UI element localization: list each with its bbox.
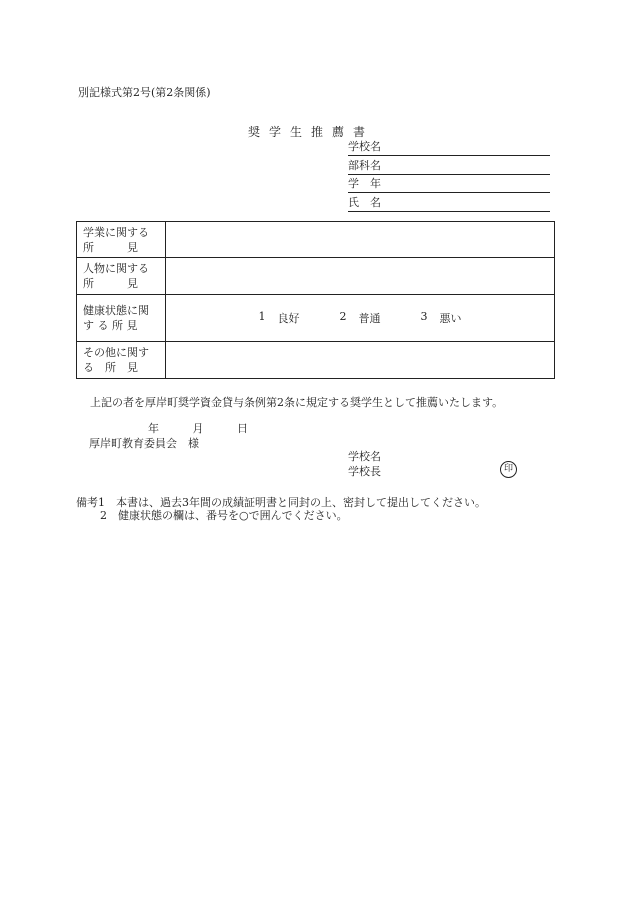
seal-mark-icon: 印 (500, 461, 517, 478)
row-label-health: 健康状態に関 す る 所 見 (77, 295, 166, 342)
school-name-field[interactable] (348, 139, 550, 156)
date-year: 年 (148, 422, 159, 435)
recommendation-statement: 上記の者を厚岸町奨学資金貸与条例第2条に規定する奨学生として推薦いたします。 (90, 396, 504, 409)
student-name-label: 氏 名 (348, 196, 381, 209)
department-label: 部科名 (348, 159, 381, 172)
form-label: 別記様式第2号(第2条関係) (78, 86, 211, 99)
health-option-poor[interactable]: 3 悪い (420, 310, 462, 325)
date-day: 日 (237, 422, 248, 435)
table-row-health (77, 295, 555, 342)
date-line (148, 420, 278, 436)
grade-field[interactable] (348, 176, 550, 193)
date-month: 月 (192, 422, 204, 435)
department-field[interactable] (348, 158, 550, 175)
page-title: 奨学生推薦書 (248, 125, 375, 139)
health-option-normal[interactable]: 2 普通 (339, 310, 381, 325)
note-2: 2 健康状態の欄は、番号を○で囲んでください。 (100, 509, 348, 522)
recipient: 厚岸町教育委員会 様 (89, 437, 199, 450)
table-row-other (77, 342, 555, 379)
table-row-character (77, 258, 555, 295)
signature-principal: 学校長 (348, 465, 381, 478)
health-option-good[interactable]: 1 良好 (258, 310, 300, 325)
health-options-cell (166, 295, 555, 342)
other-comment-cell[interactable] (166, 342, 555, 379)
signature-school-name: 学校名 (348, 450, 381, 463)
note-1: 備考1 本書は、過去3年間の成績証明書と同封の上、密封して提出してください。 (76, 496, 486, 509)
row-label-academic: 学業に関する 所 見 (77, 222, 166, 258)
grade-label: 学 年 (348, 177, 381, 190)
academic-comment-cell[interactable] (166, 222, 555, 258)
assessment-table (76, 221, 555, 379)
student-name-field[interactable] (348, 195, 550, 212)
row-label-character: 人物に関する 所 見 (77, 258, 166, 295)
school-name-label: 学校名 (348, 140, 381, 153)
character-comment-cell[interactable] (166, 258, 555, 295)
row-label-other: その他に関す る 所 見 (77, 342, 166, 379)
table-row-academic (77, 222, 555, 258)
